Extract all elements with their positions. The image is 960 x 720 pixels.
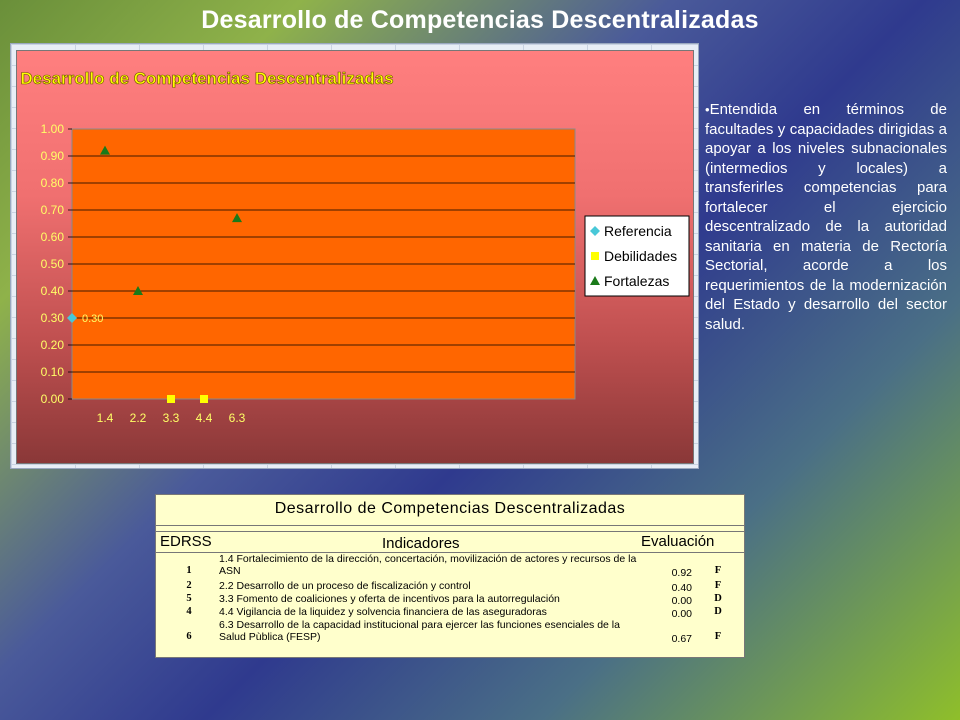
debilidades-point xyxy=(200,395,208,403)
y-tick-label: 0.20 xyxy=(40,338,64,352)
row-evaluation: F xyxy=(714,565,722,576)
row-value: 0.67 xyxy=(671,633,692,645)
description-body: Entendida en términos de facultades y capacidades dirigidas a apoyar a los niveles subnacionales (intermedios y locales) a transferirles competencias para fortalecer el ejercicio descentralizado de la autoridad sanitaria en materia de Rectoría Sectorial, acorde a los requerimientos de la modernización del Estado y desarrollo del sector salud. xyxy=(705,101,947,333)
row-number: 4 xyxy=(186,606,192,617)
legend-label: Referencia xyxy=(604,223,672,239)
table-title: Desarrollo de Competencias Descentralizadas xyxy=(156,495,744,526)
header-edrss: EDRSS xyxy=(160,533,212,550)
row-value: 0.40 xyxy=(671,582,692,594)
y-tick-label: 0.50 xyxy=(40,257,64,271)
row-number: 6 xyxy=(186,631,192,642)
legend-label: Fortalezas xyxy=(604,273,670,289)
row-indicator: 4.4 Vigilancia de la liquidez y solvencia financiera de las aseguradoras xyxy=(219,606,547,618)
debilidades-legend-marker xyxy=(591,252,599,260)
x-tick-label: 6.3 xyxy=(228,411,246,425)
description-text xyxy=(705,100,947,334)
legend-label: Debilidades xyxy=(604,248,678,264)
row-number: 5 xyxy=(186,593,192,604)
row-indicator: 6.3 Desarrollo de la capacidad institucional para ejercer las funciones esenciales de la Salud Pùblica (FESP) xyxy=(219,619,620,643)
x-tick-label: 2.2 xyxy=(129,411,147,425)
y-tick-label: 0.90 xyxy=(40,149,64,163)
y-tick-label: 0.10 xyxy=(40,365,64,379)
y-tick-label: 1.00 xyxy=(40,122,64,136)
table-header xyxy=(156,531,744,553)
y-tick-label: 0.40 xyxy=(40,284,64,298)
row-value: 0.00 xyxy=(671,608,692,620)
chart-title: Desarrollo de Competencias Descentralizadas xyxy=(20,69,394,88)
x-tick-label: 4.4 xyxy=(195,411,213,425)
row-evaluation: F xyxy=(714,631,722,642)
indicators-table xyxy=(155,494,745,658)
row-evaluation: F xyxy=(714,580,722,591)
debilidades-point xyxy=(167,395,175,403)
chart-legend xyxy=(585,216,689,296)
header-indicadores: Indicadores xyxy=(382,535,460,552)
y-tick-label: 0.60 xyxy=(40,230,64,244)
y-tick-label: 0.80 xyxy=(40,176,64,190)
header-evaluacion: Evaluación xyxy=(641,533,715,550)
row-indicator: 3.3 Fomento de coaliciones y oferta de incentivos para la autorregulación xyxy=(219,593,560,605)
row-value: 0.00 xyxy=(671,595,692,607)
data-label: 0.30 xyxy=(82,313,104,325)
row-number: 2 xyxy=(186,580,192,591)
row-value: 0.92 xyxy=(671,567,692,579)
row-evaluation: D xyxy=(714,593,722,604)
y-tick-label: 0.00 xyxy=(40,392,64,406)
row-indicator: 2.2 Desarrollo de un proceso de fiscalización y control xyxy=(219,580,471,592)
x-tick-label: 3.3 xyxy=(162,411,180,425)
y-tick-label: 0.70 xyxy=(40,203,64,217)
bullet-icon: • xyxy=(705,102,710,117)
chart-area[interactable] xyxy=(16,50,694,464)
row-evaluation: D xyxy=(714,606,722,617)
x-tick-label: 1.4 xyxy=(96,411,114,425)
scatter-chart xyxy=(17,51,693,463)
row-number: 1 xyxy=(186,565,192,576)
slide-title: Desarrollo de Competencias Descentralizadas xyxy=(201,6,759,34)
row-indicator: 1.4 Fortalecimiento de la dirección, concertación, movilización de actores y recursos de la ASN xyxy=(219,553,637,577)
y-tick-label: 0.30 xyxy=(40,311,64,325)
